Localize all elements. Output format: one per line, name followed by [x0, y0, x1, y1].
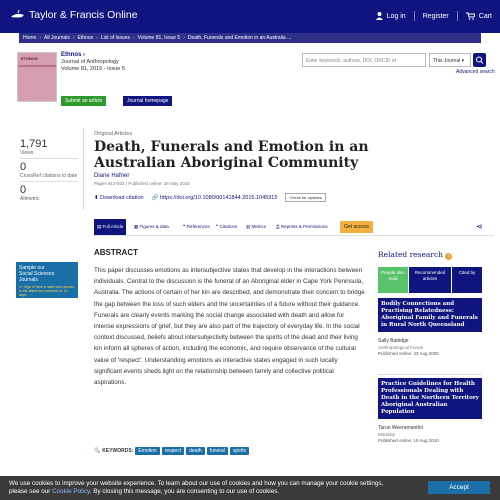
advanced-search-link[interactable]: Advanced search — [456, 69, 495, 75]
journal-homepage-button[interactable]: Journal homepage — [123, 96, 172, 106]
user-icon — [376, 12, 383, 20]
lamp-logo-icon — [10, 9, 26, 21]
ad-line-3: Journals — [19, 277, 38, 283]
tab-citations[interactable]: ❞ Citations — [216, 224, 238, 229]
logo-text: Taylor & Francis Online — [29, 9, 138, 21]
related-divider — [378, 374, 482, 375]
chevron-right-icon: › — [39, 35, 42, 41]
journal-name-link[interactable]: Ethnos › — [61, 52, 86, 58]
get-access-button[interactable]: Get access — [340, 221, 373, 233]
related-item-source: Mortality — [378, 432, 396, 437]
altmetric-count[interactable]: 0 — [20, 184, 27, 196]
article-header — [94, 131, 414, 202]
tab-metrics[interactable]: ▥ Metrics — [246, 224, 267, 229]
altmetric-label: Altmetric — [20, 196, 40, 202]
journal-volume: Volume 81, 2016 - Issue 5 — [61, 66, 125, 72]
related-item-title[interactable]: Bodily Connections and Practising Relatedness: Aboriginal Family and Funerals in Rural North Queensland — [378, 298, 482, 332]
related-heading: Related research i — [378, 250, 482, 260]
related-item-author: Sally Babidge — [378, 338, 409, 344]
metrics-separator — [83, 128, 84, 210]
related-research — [378, 250, 482, 443]
related-item — [378, 298, 482, 356]
ad-line-1: Sample our — [19, 265, 45, 271]
tag-icon: 🔍 — [94, 448, 101, 454]
accept-cookies-button[interactable]: Accept — [428, 481, 490, 494]
check-updates-badge[interactable]: Check for updates — [285, 193, 325, 202]
related-item — [378, 378, 482, 443]
chevron-down-icon: ▾ — [461, 58, 465, 64]
journal-subtitle: Journal of Anthropology — [61, 59, 119, 65]
register-link[interactable]: Register — [422, 12, 449, 20]
breadcrumb-item[interactable]: List of Issues — [100, 35, 130, 41]
image-icon: ▦ — [134, 224, 139, 229]
ad-small-text: >> Sign in here to start your access to the latest two volumes for 14 days — [19, 285, 75, 297]
share-icon[interactable]: ⋖ — [476, 222, 483, 231]
article-links — [94, 193, 414, 202]
metrics-divider — [20, 158, 78, 159]
download-citation-link[interactable]: ⬇ Download citation — [94, 194, 144, 201]
crossref-label: CrossRef citations to date — [20, 173, 78, 179]
breadcrumb — [0, 33, 500, 43]
metrics-divider — [20, 181, 78, 182]
keyword-tag[interactable]: Emotion — [135, 447, 159, 455]
journal-cover-image[interactable] — [17, 52, 57, 102]
views-count: 1,791 — [20, 138, 48, 150]
doi-link[interactable]: 🔗 https://doi.org/10.1080/00141844.2015.1045915 — [151, 194, 278, 201]
keyword-tag[interactable]: respect — [162, 447, 184, 455]
related-item-author: Tarun Weeramanthri — [378, 425, 424, 431]
chevron-right-icon: › — [72, 35, 75, 41]
keyword-tag[interactable]: spirits — [230, 447, 249, 455]
abstract-heading: ABSTRACT — [94, 248, 138, 257]
download-icon: ⬇ — [94, 194, 99, 201]
ad-line-2: Social Sciences — [19, 271, 55, 277]
article-type: Original Articles — [94, 131, 133, 137]
tab-references[interactable]: ❝ References — [183, 224, 210, 229]
related-item-title[interactable]: Practice Guidelines for Health Professionals Dealing with Death in the Northern Territory Aboriginal Australian Population — [378, 378, 482, 419]
cookie-policy-link[interactable]: Cookie Policy — [52, 487, 90, 495]
top-header — [0, 0, 500, 33]
tab-full-article[interactable]: ▤ Full Article — [94, 219, 126, 235]
submit-article-button[interactable]: Submit an article — [61, 96, 106, 106]
tab-recommended-articles[interactable]: Recommended articles — [409, 267, 451, 293]
citation-icon: ❞ — [216, 224, 219, 229]
breadcrumb-bar — [19, 33, 481, 43]
related-item-date: Published online: 23 Aug 2006 — [378, 351, 439, 356]
search-input[interactable]: Enter keywords, authors, DOI, ORCID et — [302, 53, 426, 67]
breadcrumb-item[interactable]: Home — [23, 35, 37, 41]
tab-figures[interactable]: ▦ Figures & data — [134, 224, 169, 229]
social-sciences-ad[interactable] — [16, 262, 78, 298]
crossref-count[interactable]: 0 — [20, 161, 27, 173]
tab-people-also-read[interactable]: People also read — [378, 267, 408, 293]
cart-link[interactable]: Cart — [466, 12, 492, 20]
keyword-tag[interactable]: death — [186, 447, 205, 455]
breadcrumb-item[interactable]: Ethnos — [77, 35, 94, 41]
info-icon[interactable]: i — [445, 253, 452, 260]
abstract-section — [94, 248, 366, 388]
cookie-text: We use cookies to improve your website experience. To learn about our use of cookies and how you can manage your cookie settings, please see our Cookie Policy. By closing this message, you are consenting to our use of cookies. — [9, 480, 384, 495]
article-metrics — [20, 136, 78, 202]
search-icon — [473, 53, 486, 67]
tab-cited-by[interactable]: Cited by — [452, 267, 482, 293]
breadcrumb-item[interactable]: All Journals — [44, 35, 70, 41]
breadcrumb-item: Death, Funerals and Emotion in an Australia ... — [187, 35, 292, 41]
article-tabs — [94, 219, 494, 235]
breadcrumb-item[interactable]: Volume 81, Issue 5 — [137, 35, 181, 41]
search-button[interactable] — [473, 53, 486, 67]
tab-reprints[interactable]: ⎙ Reprints & Permissions — [276, 224, 328, 229]
link-icon: 🔗 — [151, 194, 159, 201]
header-nav — [376, 11, 492, 21]
cart-icon — [466, 12, 475, 20]
chevron-right-icon: › — [96, 35, 98, 41]
cookie-banner — [0, 476, 500, 500]
article-pages: Pages 913-932 | Published online: 28 May 2015 — [94, 181, 190, 186]
keyword-tag[interactable]: funeral — [207, 447, 228, 455]
quote-icon: ❝ — [183, 224, 186, 229]
bar-chart-icon: ▥ — [246, 224, 251, 229]
keywords-label: KEYWORDS: — [102, 448, 134, 454]
chevron-right-icon: › — [132, 35, 135, 41]
nav-divider — [414, 11, 415, 21]
chevron-right-icon: › — [83, 52, 86, 58]
chevron-right-icon: › — [183, 35, 185, 41]
nav-divider — [457, 11, 458, 21]
cover-band — [18, 65, 56, 67]
related-item-source: Anthropological Forum — [378, 345, 424, 350]
document-icon: ▤ — [97, 224, 102, 229]
abstract-text: This paper discusses emotions as intersubjective states that develop in the interactions between individuals. Central to the discussion is the funeral of an Aboriginal elder in Cape York Peninsula, Australia. The actions of certain of her kin are described, and demonstrate their concern to bridge the gap between the loss of such elders and the uncertainties of a future without their guidance. Funerals are clearly events marking the social change associated with death and allow for intense expressions of grief, but they are also part of the trajectory of everyday life. In the social context discussed, beliefs about intersubjectivity between the spirits of the dead and their living kin inform all spheres of action, including the economic, and require observance of the cultural value of ‘respect’. Understanding emotions as interactive states engaged in such locally significant events sheds light on the relationship between family and collective political aspirations. — [94, 267, 365, 387]
journal-meta — [61, 52, 181, 73]
login-link[interactable]: Log in — [376, 12, 406, 20]
views-label: Views — [20, 150, 34, 156]
site-logo[interactable] — [10, 9, 138, 21]
author-link[interactable]: Diane Hafner — [94, 173, 130, 179]
keywords — [94, 447, 249, 455]
cover-title: ETHNOS — [21, 56, 38, 61]
related-item-date: Published online: 19 Aug 2010 — [378, 438, 439, 443]
print-icon: ⎙ — [276, 224, 280, 229]
related-tabs — [378, 267, 482, 293]
search-scope-select[interactable]: This Journal ▾ — [429, 53, 471, 67]
tabs-underline — [94, 235, 494, 236]
article-title: Death, Funerals and Emotion in an Australian Aboriginal Community — [94, 139, 369, 171]
